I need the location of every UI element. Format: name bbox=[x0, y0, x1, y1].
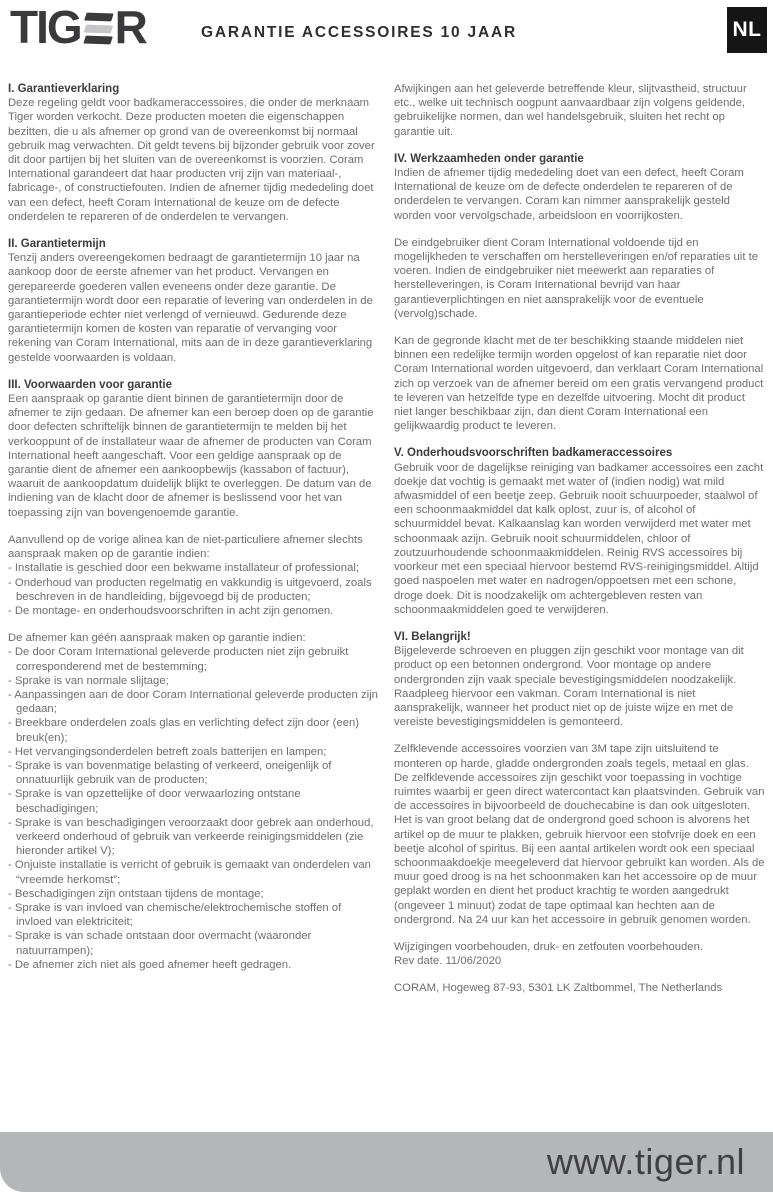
logo-bar-middle bbox=[83, 24, 113, 33]
section-2-body: Tenzij anders overeengekomen bedraagt de garantietermijn 10 jaar na aankoop door de eerste afnemer van het product. Vervangen en gerepareerde goederen vallen eveneens onder deze garantie. De garantietermijn wordt door een reparatie of levering van onderdelen in de garantieperiode echter niet verlengd of vernieuwd. Gedurende deze garantietermijn komen de kosten van reparatie of vervanging voor rekening van Coram International, mits aan de in deze garantieverklaring gestelde voorwaarden is voldaan. bbox=[8, 252, 373, 364]
section-4-paragraph-3: Kan de gegronde klacht met de ter beschikking staande middelen niet binnen een redelijke termijn worden opgelost of kan reparatie niet door Coram International worden uitgevoerd, dan verklaart Coram International zich op verzoek van de afnemer bereid om een gratis vervangend product te leveren van hetzelfde type en dezelfde uitvoering. Mocht dit product niet langer beschikbaar zijn, dan dient Coram International een gelijkwaardig product te leveren. bbox=[394, 335, 764, 433]
section-5-heading: V. Onderhoudsvoorschriften badkameraccessoires bbox=[394, 447, 673, 460]
page-title: GARANTIE ACCESSOIRES 10 JAAR bbox=[201, 24, 517, 41]
section-6-paragraph-1: Bijgeleverde schroeven en pluggen zijn geschikt voor montage van dit product op een betonnen ondergrond. Voor montage op andere ondergronden zijn vaak speciale bevestigingsmiddelen noodzakelijk. Raadpleeg hiervoor een vakman. Coram International is niet aansprakelijk, wanneer het product niet op de juiste wijze en met de vereiste bevestigingsmiddelen is gemonteerd. bbox=[394, 645, 744, 729]
list-item: - Breekbare onderdelen zoals glas en verlichting defect zijn door (een) breuk(en); bbox=[8, 717, 360, 744]
logo-text-r: R bbox=[114, 1, 146, 53]
section-6-paragraph-2: Zelfklevende accessoires voorzien van 3M tape zijn uitsluitend te monteren op harde, gladde ondergronden zoals tegels, metaal en glas. De zelfklevende accessoires zijn geschikt voor toepassing in vochtige ruimtes waarbij er geen direct watercontact kan plaatsvinden. Gebruik van de accessoires in bijvoorbeeld de douchecabine is dan ook uitgesloten. Het is van groot belang dat de ondergrond goed schoon is alvorens het artikel op de muur te plakken, gebruik hiervoor een stofvrije doek en een beetje alcohol of spiritus. Bij een aantal artikelen wordt ook een speciaal schoonmaakdoekje meegeleverd dat hiervoor gebruikt kan worden. Als de muur goed droog is na het schoonmaken kan het accessoire op de muur geplakt worden en dient het product krachtig te worden aangedrukt (ongeveer 1 minuut) zodat de tape optimaal kan hechten aan de ondergrond. Na 24 uur kan het accessoire in gebruik genomen worden. bbox=[394, 743, 765, 926]
tiger-logo bbox=[10, 1, 146, 53]
addendum-list bbox=[8, 561, 379, 618]
footer-bar bbox=[0, 1132, 773, 1192]
list-item: - De afnemer zich niet als goed afnemer heeft gedragen. bbox=[8, 958, 292, 971]
list-item: - Sprake is van beschadigingen veroorzaakt door gebrek aan onderhoud, verkeerd onderhoud of gebruik van verkeerde reinigingsmiddelen (zie hieronder artikel V); bbox=[8, 816, 374, 858]
deviations-paragraph: Afwijkingen aan het geleverde betreffende kleur, slijtvastheid, structuur etc., welke uit technisch oogpunt aanvaardbaar zijn volgens geldende, gebruikelijke normen, dan wel handelsgebruik, sluiten het recht op garantie uit. bbox=[394, 83, 747, 138]
list-item: - Onjuiste installatie is verricht of gebruik is gemaakt van onderdelen van “vreemde herkomst”; bbox=[8, 859, 371, 886]
list-item: - Sprake is van bovenmatige belasting of verkeerd, oneigenlijk of onnatuurlijk gebruik van de producten; bbox=[8, 759, 332, 787]
left-column bbox=[8, 82, 379, 1009]
section-4-heading: IV. Werkzaamheden onder garantie bbox=[394, 152, 584, 165]
section-3-heading: III. Voorwaarden voor garantie bbox=[8, 378, 173, 391]
no-claim-intro: De afnemer kan géén aanspraak maken op garantie indien: bbox=[8, 632, 306, 645]
disclaimer-text: Wijzigingen voorbehouden, druk- en zetfouten voorbehouden. bbox=[394, 940, 703, 953]
section-5-body: Gebruik voor de dagelijkse reiniging van badkamer accessoires een zacht doekje dat vochtig is gemaakt met water of (indien nodig) wat mild afwasmiddel of een beetje zeep. Gebruik nooit schuurpoeder, staalwol of een schoonmaakmiddel dat kalk oplost, zuur is, of alcohol of schuurmiddel bevat. Kalkaanslag kan worden verwijderd met water met schoonmaak azijn. Gebruik nooit schuurmiddelen, chloor of zoutzuurhoudende schoonmaakmiddelen. Reinig RVS accessoires bij voorkeur met een speciaal hiervoor bestemd RVS-reinigingsmiddel. Altijd goed naspoelen met water en nadrogen/oppoetsen met een schone, droge doek. Dit is noodzakelijk om achtergebleven resten van schoonmaakmiddelen goed te verwijderen. bbox=[394, 461, 764, 616]
document-body bbox=[8, 82, 765, 1009]
list-item: - Installatie is geschied door een bekwame installateur of professional; bbox=[8, 562, 360, 575]
revision-date: Rev date. 11/06/2020 bbox=[394, 955, 502, 968]
section-4-paragraph-2: De eindgebruiker dient Coram International voldoende tijd en mogelijkheden te verschaffen om herstelleveringen en/of reparaties uit te voeren. Indien de eindgebruiker niet meewerkt aan reparaties of herstelleveringen, is Coram International bevrijd van haar garantieverplichtingen en niet aansprakelijk voor de eventuele (vervolg)schade. bbox=[394, 236, 759, 320]
list-item: - Sprake is van schade ontstaan door overmacht (waaronder natuurrampen); bbox=[8, 930, 312, 957]
section-3-body: Een aanspraak op garantie dient binnen de garantietermijn door de afnemer te zijn gedaan. De afnemer kan een beroep doen op de garantie door defecten schriftelijk binnen de garantietermijn te melden bij het verkooppunt of de installateur waar de afnemer de producten van Coram International heeft aangeschaft. Voor een geldige aanspraak op de garantie dient de afnemer een aankoopbewijs (kassabon of factuur), waaruit de aankoopdatum duidelijk blijkt te overleggen. De datum van de indiening van de klacht door de afnemer is beslissend voor het van toepassing zijn van bovengenoemde garantie. bbox=[8, 393, 374, 519]
list-item: - Beschadigingen zijn ontstaan tijdens de montage; bbox=[8, 887, 264, 900]
list-item: - Sprake is van normale slijtage; bbox=[8, 674, 169, 687]
list-item: - Het vervangingsonderdelen betreft zoals batterijen en lampen; bbox=[8, 745, 327, 758]
addendum-intro: Aanvullend op de vorige alinea kan de niet-particuliere afnemer slechts aanspraak maken op de garantie indien: bbox=[8, 533, 363, 561]
list-item: - De door Coram International geleverde producten niet zijn gebruikt corresponderend met de bestemming; bbox=[8, 646, 349, 673]
section-6-heading: VI. Belangrijk! bbox=[394, 630, 471, 643]
company-address: CORAM, Hogeweg 87-93, 5301 LK Zaltbommel, The Netherlands bbox=[394, 982, 723, 995]
list-item: - Sprake is van opzettelijke of door verwaarlozing ontstane beschadigingen; bbox=[8, 788, 301, 815]
no-claim-list bbox=[8, 645, 379, 972]
website-url: www.tiger.nl bbox=[546, 1141, 745, 1182]
list-item: - Onderhoud van producten regelmatig en vakkundig is uitgevoerd, zoals beschreven in de handleiding, bijgevoegd bij de producten; bbox=[8, 576, 372, 603]
document-header bbox=[0, 0, 773, 80]
list-item: - De montage- en onderhoudsvoorschriften in acht zijn genomen. bbox=[8, 604, 334, 617]
section-2-heading: II. Garantietermijn bbox=[8, 238, 106, 251]
logo-text-tig: TIG bbox=[10, 1, 81, 53]
list-item: - Aanpassingen aan de door Coram International geleverde producten zijn gedaan; bbox=[8, 688, 378, 716]
logo-e-bars-icon bbox=[84, 12, 112, 44]
logo-bar-bottom bbox=[83, 35, 113, 44]
right-column bbox=[394, 82, 765, 1009]
section-1-heading: I. Garantieverklaring bbox=[8, 83, 120, 95]
language-badge: NL bbox=[727, 7, 767, 53]
logo-bar-top bbox=[84, 12, 114, 21]
section-4-paragraph-1: Indien de afnemer tijdig mededeling doet van een defect, heeft Coram International de keuze om de defecte onderdelen te repareren of de onderdelen te vervangen. Coram kan nimmer aansprakelijk gesteld worden voor vervolgschade, arbeidsloon en voorrijkosten. bbox=[394, 167, 744, 222]
list-item: - Sprake is van invloed van chemische/elektrochemische stoffen of invloed van elektriciteit; bbox=[8, 901, 342, 929]
section-1-body: Deze regeling geldt voor badkameraccessoires, die onder de merknaam Tiger worden verkocht. Deze producten moeten die eigenschappen bezitten, die u als afnemer op grond van de overeenkomst bij normaal gebruik mag verwachten. Dit geldt tevens bij bijzonder gebruik voor zover dit door partijen bij het sluiten van de overeenkomst is voorzien. Coram International garandeert dat haar producten vrij zijn van materiaal-, fabricage-, of constructiefouten. Indien de afnemer tijdig mededeling doet van een defect, heeft Coram International de keuze om de defecte onderdelen te repareren of de onderdelen te vervangen. bbox=[8, 97, 375, 223]
